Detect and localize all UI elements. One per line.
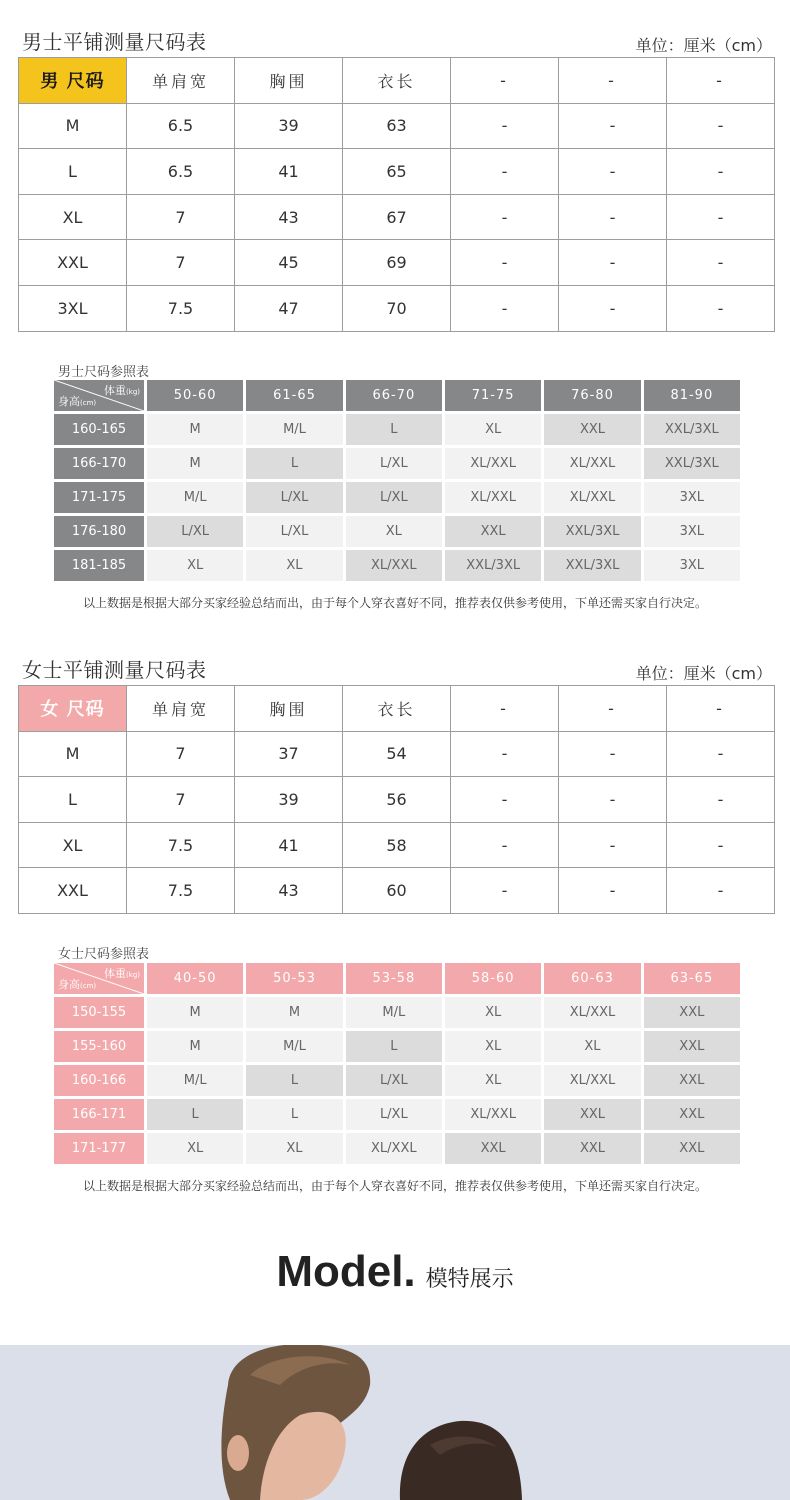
measurement-cell: 56 xyxy=(343,777,451,823)
measurement-cell: 43 xyxy=(235,194,343,240)
table-row xyxy=(19,822,775,868)
measurement-cell: - xyxy=(559,285,667,331)
measurement-cell: 47 xyxy=(235,285,343,331)
measurement-column-header: 单肩宽 xyxy=(127,686,235,732)
measurement-cell: 7.5 xyxy=(127,285,235,331)
recommended-size-cell: M xyxy=(147,997,243,1028)
recommended-size-cell: M xyxy=(147,448,243,479)
recommended-size-cell: XL xyxy=(445,414,541,445)
measurement-column-header: 衣长 xyxy=(343,686,451,732)
measurement-cell: - xyxy=(451,777,559,823)
measurement-cell: 41 xyxy=(235,822,343,868)
measurement-cell: - xyxy=(667,194,775,240)
recommended-size-cell: M xyxy=(147,414,243,445)
measurement-column-header: - xyxy=(667,58,775,104)
weight-range-header: 76-80 xyxy=(544,380,640,411)
measurement-cell: - xyxy=(667,285,775,331)
measurement-cell: 45 xyxy=(235,240,343,286)
recommended-size-cell: M/L xyxy=(246,414,342,445)
height-range-header: 181-185 xyxy=(54,550,144,581)
measurement-cell: 41 xyxy=(235,149,343,195)
recommended-size-cell: 3XL xyxy=(644,516,740,547)
height-axis-label: 身高(cm) xyxy=(58,395,97,408)
measurement-cell: - xyxy=(559,822,667,868)
measurement-cell: 70 xyxy=(343,285,451,331)
recommended-size-cell: L/XL xyxy=(346,1065,442,1096)
height-range-header: 160-166 xyxy=(54,1065,144,1096)
measurement-column-header: - xyxy=(451,686,559,732)
recommended-size-cell: XXL xyxy=(544,1133,640,1164)
measurement-cell: 6.5 xyxy=(127,149,235,195)
measurement-column-header: 单肩宽 xyxy=(127,58,235,104)
measurement-cell: - xyxy=(451,103,559,149)
recommended-size-cell: XXL/3XL xyxy=(445,550,541,581)
measurement-cell: 67 xyxy=(343,194,451,240)
size-label-cell: M xyxy=(19,103,127,149)
weight-range-header: 61-65 xyxy=(246,380,342,411)
measurement-cell: 60 xyxy=(343,868,451,914)
measurement-column-header: - xyxy=(559,58,667,104)
weight-axis-label: 体重(kg) xyxy=(104,967,140,980)
measurement-cell: - xyxy=(451,868,559,914)
model-subtitle: 模特展示 xyxy=(425,1267,514,1292)
table-row xyxy=(19,194,775,240)
recommended-size-cell: XL/XXL xyxy=(445,448,541,479)
table-row xyxy=(19,240,775,286)
recommended-size-cell: XXL xyxy=(644,1065,740,1096)
table-row xyxy=(19,777,775,823)
recommended-size-cell: XL/XXL xyxy=(544,997,640,1028)
recommended-size-cell: XL/XXL xyxy=(346,550,442,581)
height-axis-label: 身高(cm) xyxy=(58,978,97,991)
women-disclaimer: 以上数据是根据大部分买家经验总结而出，由于每个人穿衣喜好不同，推荐表仅供参考使用，下单还需买家自行决定。 xyxy=(82,1179,707,1193)
size-corner-label: 女 尺码 xyxy=(19,686,127,732)
table-row xyxy=(19,103,775,149)
size-label-cell: XL xyxy=(19,194,127,240)
measurement-cell: - xyxy=(559,777,667,823)
recommended-size-cell: M xyxy=(147,1031,243,1062)
measurement-cell: 39 xyxy=(235,777,343,823)
size-corner-label: 男 尺码 xyxy=(19,58,127,104)
measurement-cell: 7 xyxy=(127,731,235,777)
measurement-cell: 69 xyxy=(343,240,451,286)
recommended-size-cell: XL/XXL xyxy=(544,1065,640,1096)
measurement-cell: - xyxy=(451,822,559,868)
recommended-size-cell: L xyxy=(346,414,442,445)
measurement-cell: - xyxy=(667,149,775,195)
weight-range-header: 60-63 xyxy=(544,963,640,994)
reference-corner-cell xyxy=(54,380,144,411)
height-range-header: 150-155 xyxy=(54,997,144,1028)
height-range-header: 160-165 xyxy=(54,414,144,445)
recommended-size-cell: XXL xyxy=(644,997,740,1028)
measurement-cell: - xyxy=(559,194,667,240)
size-label-cell: XXL xyxy=(19,240,127,286)
weight-range-header: 81-90 xyxy=(644,380,740,411)
size-label-cell: XL xyxy=(19,822,127,868)
weight-range-header: 53-58 xyxy=(346,963,442,994)
recommended-size-cell: XXL/3XL xyxy=(544,516,640,547)
table-row xyxy=(19,285,775,331)
recommended-size-cell: L/XL xyxy=(346,482,442,513)
measurement-column-header: - xyxy=(451,58,559,104)
model-title: Model. xyxy=(276,1247,416,1296)
measurement-cell: - xyxy=(559,868,667,914)
measurement-cell: - xyxy=(559,731,667,777)
height-range-header: 166-171 xyxy=(54,1099,144,1130)
recommended-size-cell: M xyxy=(246,997,342,1028)
measurement-cell: 7.5 xyxy=(127,822,235,868)
recommended-size-cell: XXL xyxy=(445,1133,541,1164)
weight-axis-label: 体重(kg) xyxy=(104,384,140,397)
measurement-cell: - xyxy=(451,285,559,331)
men-measurement-table xyxy=(18,57,775,332)
recommended-size-cell: XXL xyxy=(644,1099,740,1130)
size-label-cell: 3XL xyxy=(19,285,127,331)
height-range-header: 171-177 xyxy=(54,1133,144,1164)
measurement-cell: 7 xyxy=(127,240,235,286)
measurement-cell: - xyxy=(667,731,775,777)
measurement-cell: - xyxy=(667,868,775,914)
measurement-column-header: - xyxy=(667,686,775,732)
height-range-header: 171-175 xyxy=(54,482,144,513)
recommended-size-cell: XL/XXL xyxy=(544,482,640,513)
measurement-column-header: 胸围 xyxy=(235,686,343,732)
measurement-cell: - xyxy=(559,149,667,195)
recommended-size-cell: XL xyxy=(147,1133,243,1164)
measurement-cell: 7 xyxy=(127,777,235,823)
recommended-size-cell: L xyxy=(246,1099,342,1130)
size-label-cell: M xyxy=(19,731,127,777)
measurement-cell: - xyxy=(559,103,667,149)
recommended-size-cell: L xyxy=(147,1099,243,1130)
men-section-title: 男士平铺测量尺码表 xyxy=(22,30,207,54)
size-label-cell: L xyxy=(19,149,127,195)
measurement-column-header: 衣长 xyxy=(343,58,451,104)
men-disclaimer: 以上数据是根据大部分买家经验总结而出，由于每个人穿衣喜好不同，推荐表仅供参考使用，下单还需买家自行决定。 xyxy=(82,596,707,610)
measurement-cell: - xyxy=(559,240,667,286)
measurement-cell: - xyxy=(667,103,775,149)
model-photo xyxy=(0,1345,790,1500)
recommended-size-cell: XL xyxy=(445,1065,541,1096)
measurement-header-row xyxy=(19,58,775,104)
recommended-size-cell: XL xyxy=(346,516,442,547)
men-unit-label: 单位：厘米（cm） xyxy=(635,36,772,55)
recommended-size-cell: XL xyxy=(544,1031,640,1062)
women-reference-grid xyxy=(54,963,740,1164)
measurement-cell: 6.5 xyxy=(127,103,235,149)
men-reference-grid xyxy=(54,380,740,581)
measurement-cell: - xyxy=(451,240,559,286)
weight-range-header: 50-53 xyxy=(246,963,342,994)
recommended-size-cell: XL/XXL xyxy=(346,1133,442,1164)
measurement-cell: 58 xyxy=(343,822,451,868)
measurement-column-header: 胸围 xyxy=(235,58,343,104)
recommended-size-cell: XXL xyxy=(544,1099,640,1130)
recommended-size-cell: M/L xyxy=(246,1031,342,1062)
reference-corner-cell xyxy=(54,963,144,994)
recommended-size-cell: M/L xyxy=(147,1065,243,1096)
measurement-column-header: - xyxy=(559,686,667,732)
recommended-size-cell: XXL/3XL xyxy=(544,550,640,581)
recommended-size-cell: XL xyxy=(246,550,342,581)
weight-range-header: 71-75 xyxy=(445,380,541,411)
measurement-cell: 63 xyxy=(343,103,451,149)
women-section-title: 女士平铺测量尺码表 xyxy=(22,658,207,682)
weight-range-header: 58-60 xyxy=(445,963,541,994)
height-range-header: 166-170 xyxy=(54,448,144,479)
recommended-size-cell: XXL/3XL xyxy=(644,448,740,479)
measurement-cell: 37 xyxy=(235,731,343,777)
weight-range-header: 40-50 xyxy=(147,963,243,994)
women-reference-title: 女士尺码参照表 xyxy=(58,947,150,962)
measurement-cell: 54 xyxy=(343,731,451,777)
measurement-cell: - xyxy=(451,194,559,240)
men-reference-title: 男士尺码参照表 xyxy=(58,365,150,380)
women-unit-label: 单位：厘米（cm） xyxy=(635,664,772,683)
recommended-size-cell: L/XL xyxy=(346,1099,442,1130)
recommended-size-cell: L xyxy=(246,1065,342,1096)
recommended-size-cell: L/XL xyxy=(147,516,243,547)
measurement-cell: 39 xyxy=(235,103,343,149)
measurement-cell: 7 xyxy=(127,194,235,240)
weight-range-header: 50-60 xyxy=(147,380,243,411)
recommended-size-cell: XXL xyxy=(445,516,541,547)
measurement-cell: - xyxy=(667,822,775,868)
table-row xyxy=(19,731,775,777)
size-label-cell: XXL xyxy=(19,868,127,914)
measurement-cell: - xyxy=(451,149,559,195)
recommended-size-cell: XXL xyxy=(644,1133,740,1164)
weight-range-header: 63-65 xyxy=(644,963,740,994)
measurement-cell: 7.5 xyxy=(127,868,235,914)
recommended-size-cell: 3XL xyxy=(644,550,740,581)
recommended-size-cell: XL xyxy=(246,1133,342,1164)
recommended-size-cell: L/XL xyxy=(246,482,342,513)
recommended-size-cell: L xyxy=(246,448,342,479)
recommended-size-cell: L/XL xyxy=(346,448,442,479)
recommended-size-cell: XL xyxy=(445,1031,541,1062)
recommended-size-cell: XL/XXL xyxy=(445,1099,541,1130)
height-range-header: 176-180 xyxy=(54,516,144,547)
model-photo-illustration xyxy=(0,1345,790,1500)
recommended-size-cell: 3XL xyxy=(644,482,740,513)
recommended-size-cell: M/L xyxy=(346,997,442,1028)
recommended-size-cell: L xyxy=(346,1031,442,1062)
measurement-cell: 65 xyxy=(343,149,451,195)
recommended-size-cell: XXL xyxy=(544,414,640,445)
model-heading xyxy=(0,1247,790,1297)
height-range-header: 155-160 xyxy=(54,1031,144,1062)
measurement-cell: - xyxy=(667,777,775,823)
women-measurement-table xyxy=(18,685,775,914)
measurement-cell: - xyxy=(667,240,775,286)
recommended-size-cell: XL/XXL xyxy=(445,482,541,513)
recommended-size-cell: XXL/3XL xyxy=(644,414,740,445)
measurement-header-row xyxy=(19,686,775,732)
weight-range-header: 66-70 xyxy=(346,380,442,411)
recommended-size-cell: XL xyxy=(445,997,541,1028)
table-row xyxy=(19,149,775,195)
recommended-size-cell: XXL xyxy=(644,1031,740,1062)
recommended-size-cell: L/XL xyxy=(246,516,342,547)
recommended-size-cell: M/L xyxy=(147,482,243,513)
recommended-size-cell: XL xyxy=(147,550,243,581)
recommended-size-cell: XL/XXL xyxy=(544,448,640,479)
table-row xyxy=(19,868,775,914)
measurement-cell: - xyxy=(451,731,559,777)
measurement-cell: 43 xyxy=(235,868,343,914)
size-label-cell: L xyxy=(19,777,127,823)
